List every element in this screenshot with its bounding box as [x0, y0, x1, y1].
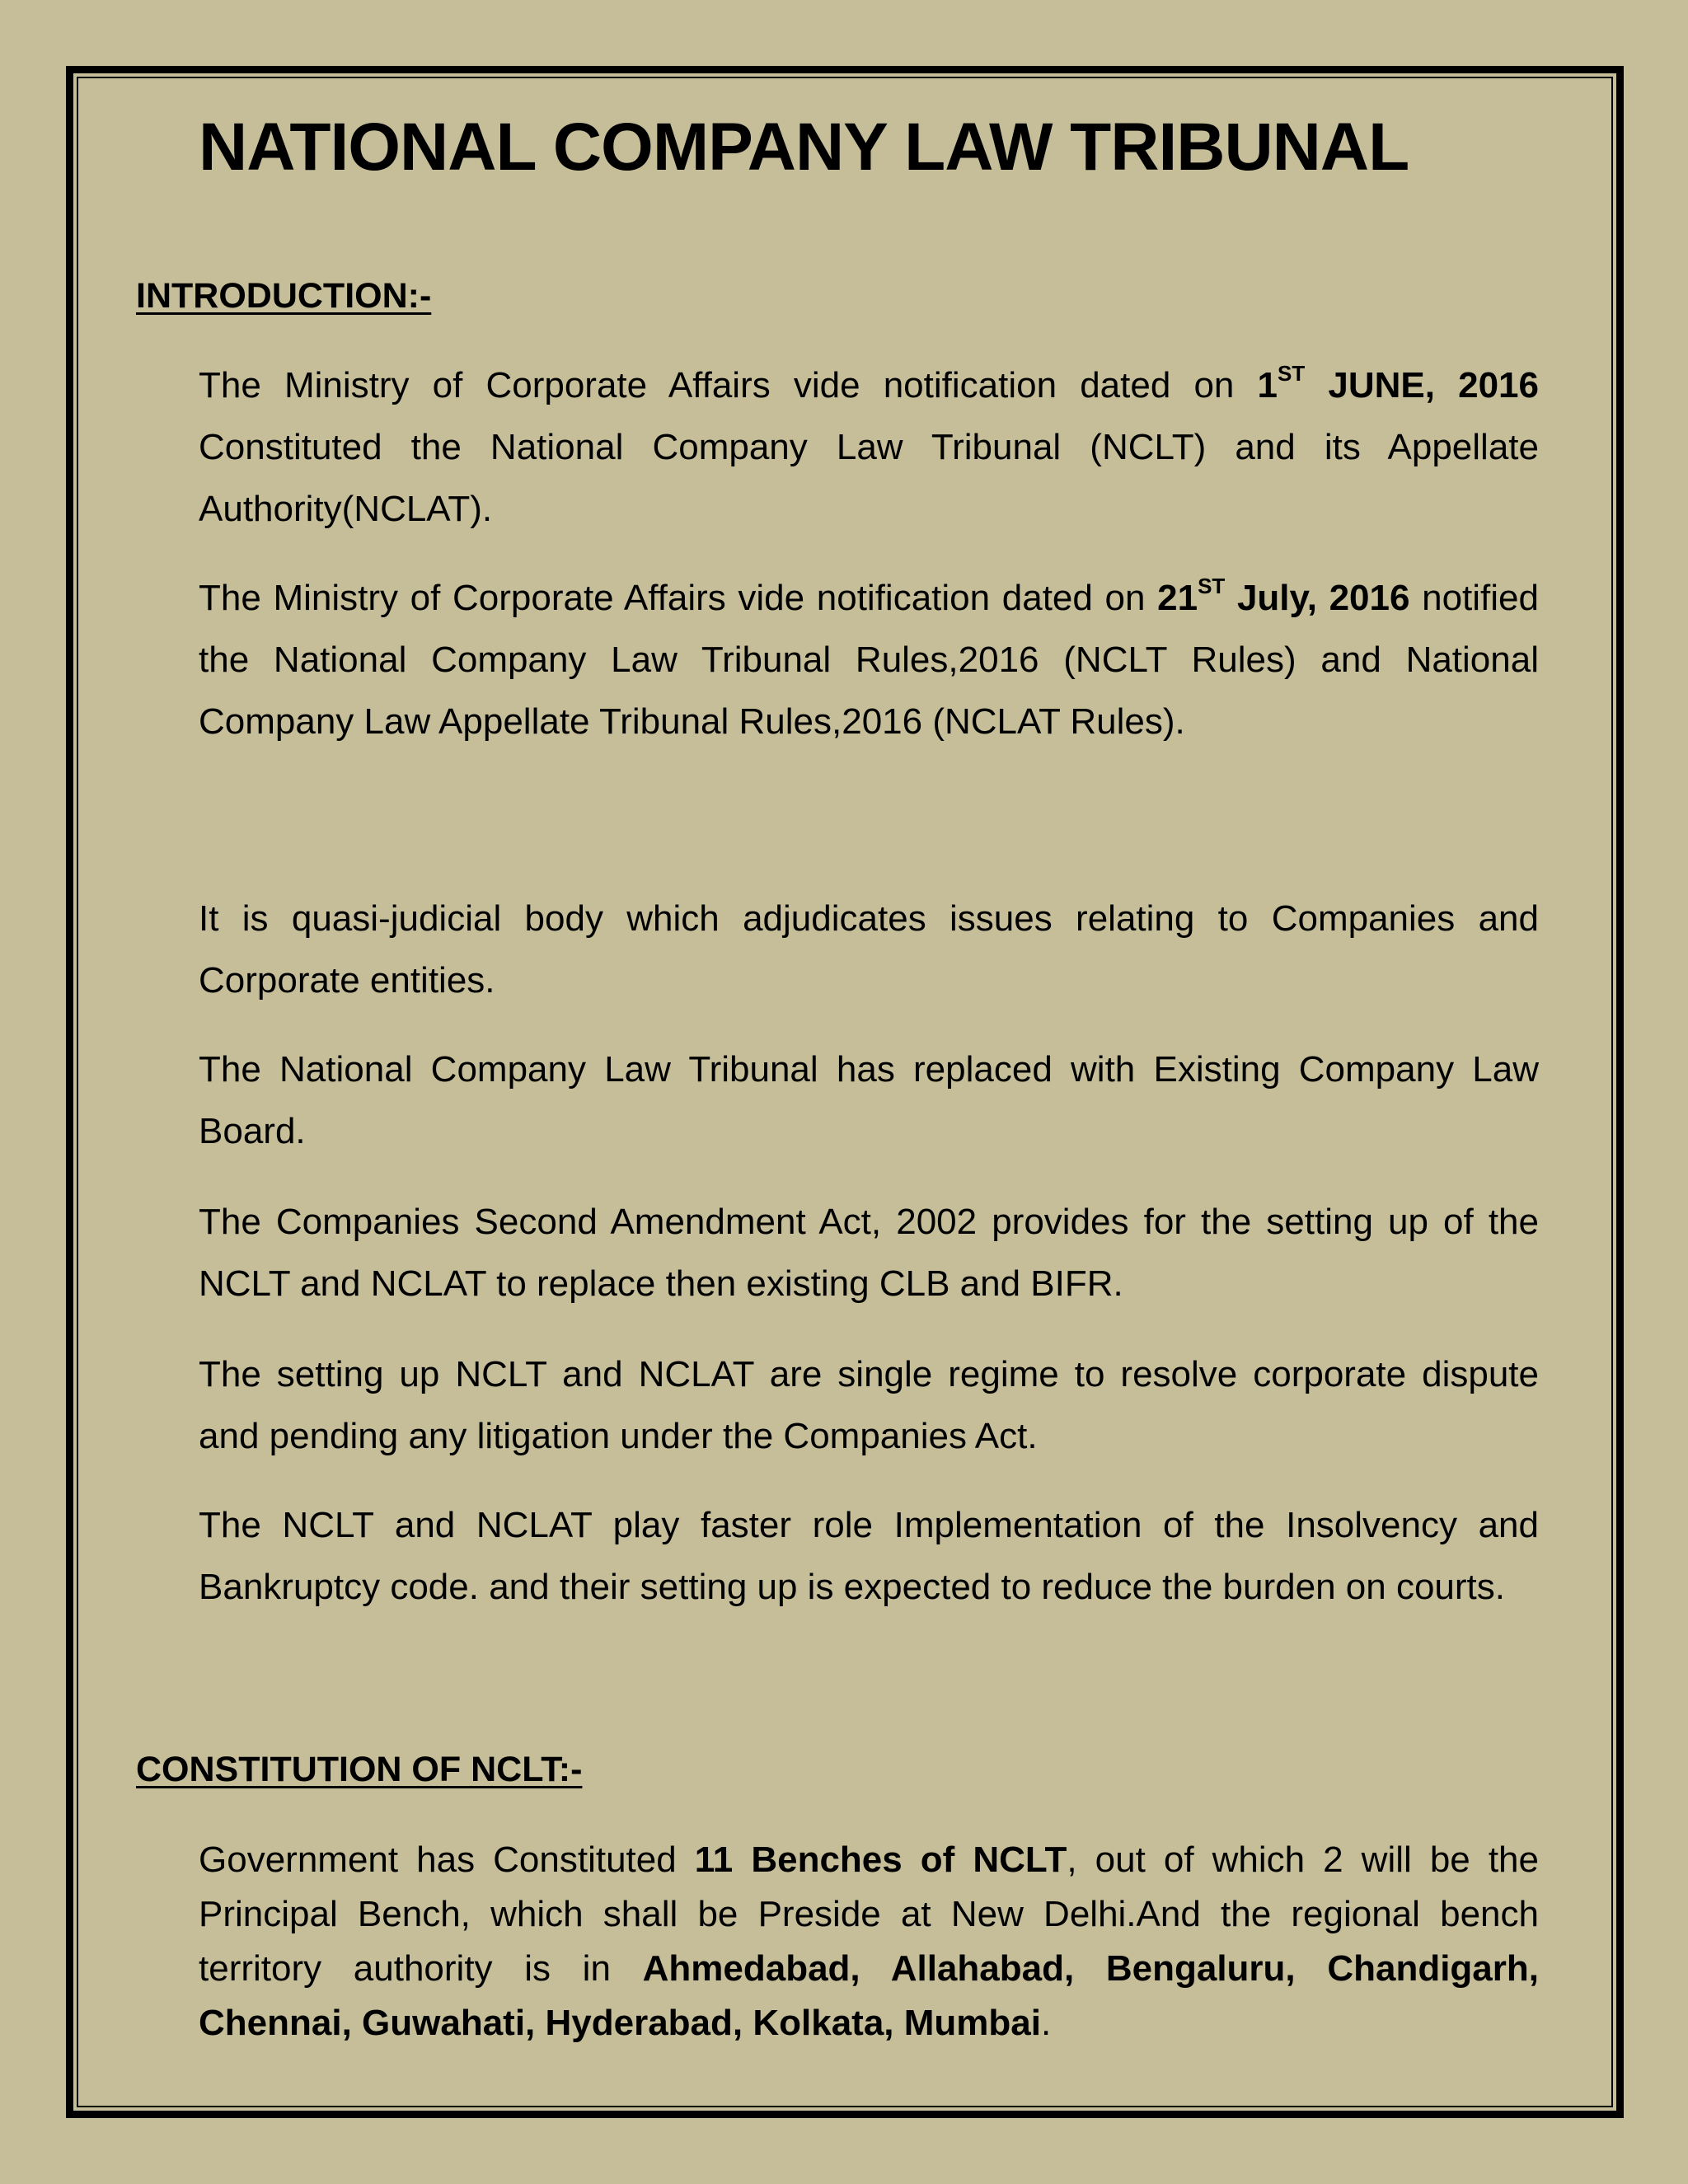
intro-p2-date-suffix: ST: [1198, 574, 1226, 598]
constitution-text-before: Government has Constituted: [199, 1840, 695, 1880]
constitution-heading: CONSTITUTION OF NCLT:-: [136, 1750, 583, 1789]
intro-paragraph-3: It is quasi-judicial body which adjudicates issues relating to Companies and Corporate entities.: [199, 898, 1539, 1001]
intro-paragraph-1: [199, 354, 1539, 540]
intro-paragraph-4: The National Company Law Tribunal has replaced with Existing Company Law Board.: [199, 1049, 1539, 1151]
intro-paragraph-5: The Companies Second Amendment Act, 2002 provides for the setting up of the NCLT and NCLAT to replace then existing CLB and BIFR.: [199, 1202, 1539, 1304]
intro-p2-date-day: 21: [1157, 578, 1198, 618]
intro-p1-date-rest: JUNE, 2016: [1305, 365, 1539, 405]
constitution-paragraph: [199, 1833, 1539, 2050]
intro-p2-date: [1157, 574, 1410, 618]
intro-p1-date: [1257, 361, 1539, 405]
intro-paragraph-2: [199, 567, 1539, 752]
constitution-text-end: .: [1040, 2003, 1052, 2043]
intro-paragraph-6: The setting up NCLT and NCLAT are single regime to resolve corporate dispute and pending any litigation under the Companies Act.: [199, 1354, 1539, 1456]
intro-p1-date-suffix: ST: [1278, 361, 1306, 386]
introduction-heading: INTRODUCTION:-: [136, 276, 432, 316]
intro-p1-text-before: The Ministry of Corporate Affairs vide notification dated on: [199, 365, 1258, 405]
intro-p1-date-day: 1: [1257, 365, 1278, 405]
constitution-benches: 11 Benches of NCLT: [694, 1840, 1067, 1880]
intro-p2-text-before: The Ministry of Corporate Affairs vide notification dated on: [199, 578, 1158, 618]
constitution-cities: Ahmedabad, Allahabad, Bengaluru, Chandigarh, Chennai, Guwahati, Hyderabad, Kolkata, Mumbai: [199, 1948, 1540, 2043]
intro-paragraph-7: The NCLT and NCLAT play faster role Implementation of the Insolvency and Bankruptcy code. and their setting up is expected to reduce the burden on courts.: [199, 1505, 1539, 1607]
constitution-text-middle: , out of which 2 will be the Principal Bench, which shall be Preside at New Delhi.And the regional bench territory authority is in: [199, 1840, 1539, 1989]
intro-p2-date-rest: July, 2016: [1225, 578, 1410, 618]
intro-p2-text-after: notified the National Company Law Tribunal Rules,2016 (NCLT Rules) and National Company Law Appellate Tribunal Rules,2016 (NCLAT Rules).: [199, 578, 1539, 742]
document-title: NATIONAL COMPANY LAW TRIBUNAL: [199, 110, 1409, 185]
intro-p1-text-after: Constituted the National Company Law Tribunal (NCLT) and its Appellate Authority(NCLAT).: [199, 427, 1539, 529]
